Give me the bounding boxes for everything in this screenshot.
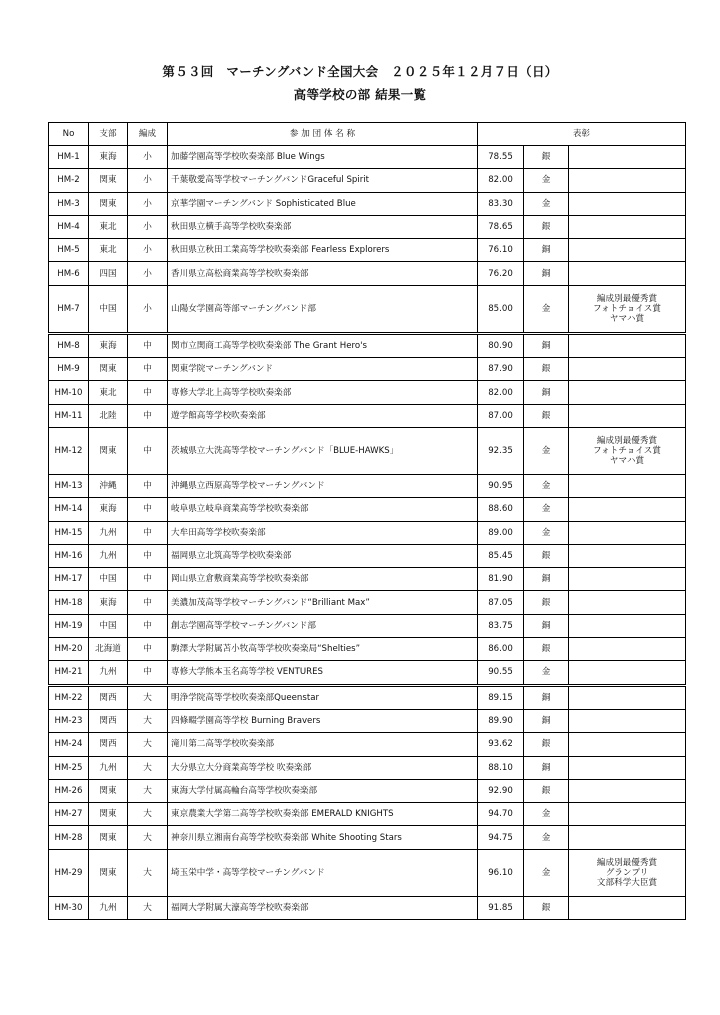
entry-number: HM-27 bbox=[49, 803, 89, 826]
table-row bbox=[49, 661, 686, 685]
award-cell bbox=[569, 146, 686, 169]
medal-cell: 金 bbox=[524, 849, 569, 896]
table-row bbox=[49, 685, 686, 709]
branch-cell: 沖縄 bbox=[89, 474, 128, 497]
score-cell: 78.65 bbox=[478, 215, 524, 238]
group-name-cell: 千葉敬愛高等学校マーチングバンドGraceful Spirit bbox=[168, 169, 478, 192]
branch-cell: 関東 bbox=[89, 358, 128, 381]
branch-cell: 東北 bbox=[89, 215, 128, 238]
entry-number: HM-21 bbox=[49, 661, 89, 685]
table-row bbox=[49, 756, 686, 779]
size-cell: 中 bbox=[128, 381, 168, 404]
award-cell bbox=[569, 521, 686, 544]
group-name-cell: 駒澤大学附属苫小牧高等学校吹奏楽局“Shelties” bbox=[168, 638, 478, 661]
size-cell: 中 bbox=[128, 474, 168, 497]
medal-cell: 金 bbox=[524, 192, 569, 215]
branch-cell: 関西 bbox=[89, 685, 128, 709]
award-cell bbox=[569, 262, 686, 285]
entry-number: HM-11 bbox=[49, 404, 89, 427]
group-name-cell: 神奈川県立湘南台高等学校吹奏楽部 White Shooting Stars bbox=[168, 826, 478, 849]
award-cell bbox=[569, 498, 686, 521]
score-cell: 81.90 bbox=[478, 568, 524, 591]
award-line: 編成別最優秀賞 bbox=[596, 293, 658, 304]
entry-number: HM-28 bbox=[49, 826, 89, 849]
score-cell: 88.10 bbox=[478, 756, 524, 779]
table-row bbox=[49, 239, 686, 262]
size-cell: 小 bbox=[128, 146, 168, 169]
table-header-row bbox=[49, 123, 686, 146]
group-name-cell: 香川県立高松商業高等学校吹奏楽部 bbox=[168, 262, 478, 285]
group-name-cell: 関東学院マーチングバンド bbox=[168, 358, 478, 381]
group-name-cell: 秋田県立横手高等学校吹奏楽部 bbox=[168, 215, 478, 238]
award-cell bbox=[569, 333, 686, 357]
branch-cell: 中国 bbox=[89, 285, 128, 333]
award-line: ヤマハ賞 bbox=[609, 313, 645, 324]
size-cell: 大 bbox=[128, 849, 168, 896]
branch-cell: 九州 bbox=[89, 896, 128, 919]
medal-cell: 銀 bbox=[524, 638, 569, 661]
size-cell: 大 bbox=[128, 803, 168, 826]
medal-cell: 金 bbox=[524, 285, 569, 333]
size-cell: 大 bbox=[128, 685, 168, 709]
award-line: フォトチョイス賞 bbox=[593, 445, 661, 456]
table-row bbox=[49, 733, 686, 756]
entry-number: HM-23 bbox=[49, 709, 89, 732]
score-cell: 85.00 bbox=[478, 285, 524, 333]
medal-cell: 銀 bbox=[524, 215, 569, 238]
award-cell bbox=[569, 169, 686, 192]
medal-cell: 銅 bbox=[524, 685, 569, 709]
column-header-award: 表彰 bbox=[478, 123, 686, 146]
table-row bbox=[49, 521, 686, 544]
branch-cell: 関東 bbox=[89, 849, 128, 896]
score-cell: 83.30 bbox=[478, 192, 524, 215]
size-cell: 大 bbox=[128, 896, 168, 919]
branch-cell: 関東 bbox=[89, 826, 128, 849]
group-name-cell: 大牟田高等学校吹奏楽部 bbox=[168, 521, 478, 544]
results-table bbox=[48, 122, 686, 920]
size-cell: 中 bbox=[128, 568, 168, 591]
table-row bbox=[49, 779, 686, 802]
branch-cell: 東北 bbox=[89, 381, 128, 404]
medal-cell: 銅 bbox=[524, 333, 569, 357]
table-row bbox=[49, 404, 686, 427]
branch-cell: 東海 bbox=[89, 498, 128, 521]
score-cell: 96.10 bbox=[478, 849, 524, 896]
award-cell bbox=[569, 685, 686, 709]
entry-number: HM-6 bbox=[49, 262, 89, 285]
entry-number: HM-3 bbox=[49, 192, 89, 215]
score-cell: 92.35 bbox=[478, 427, 524, 474]
size-cell: 中 bbox=[128, 661, 168, 685]
group-name-cell: 埼玉栄中学・高等学校マーチングバンド bbox=[168, 849, 478, 896]
size-cell: 中 bbox=[128, 333, 168, 357]
size-cell: 大 bbox=[128, 733, 168, 756]
size-cell: 中 bbox=[128, 427, 168, 474]
size-cell: 中 bbox=[128, 591, 168, 614]
entry-number: HM-18 bbox=[49, 591, 89, 614]
table-row bbox=[49, 215, 686, 238]
size-cell: 大 bbox=[128, 826, 168, 849]
score-cell: 90.95 bbox=[478, 474, 524, 497]
branch-cell: 東海 bbox=[89, 146, 128, 169]
branch-cell: 中国 bbox=[89, 614, 128, 637]
medal-cell: 銅 bbox=[524, 568, 569, 591]
medal-cell: 金 bbox=[524, 474, 569, 497]
branch-cell: 関東 bbox=[89, 779, 128, 802]
award-line: 編成別最優秀賞 bbox=[596, 857, 658, 868]
medal-cell: 銀 bbox=[524, 779, 569, 802]
entry-number: HM-15 bbox=[49, 521, 89, 544]
column-header-size: 編成 bbox=[128, 123, 168, 146]
score-cell: 94.75 bbox=[478, 826, 524, 849]
table-row bbox=[49, 709, 686, 732]
award-cell bbox=[569, 192, 686, 215]
award-line: ヤマハ賞 bbox=[609, 455, 645, 466]
table-row bbox=[49, 803, 686, 826]
group-name-cell: 茨城県立大洗高等学校マーチングバンド「BLUE-HAWKS」 bbox=[168, 427, 478, 474]
group-name-cell: 山陽女学園高等部マーチングバンド部 bbox=[168, 285, 478, 333]
score-cell: 76.20 bbox=[478, 262, 524, 285]
table-row bbox=[49, 544, 686, 567]
award-cell bbox=[569, 896, 686, 919]
branch-cell: 関東 bbox=[89, 803, 128, 826]
score-cell: 78.55 bbox=[478, 146, 524, 169]
award-cell bbox=[569, 756, 686, 779]
size-cell: 小 bbox=[128, 169, 168, 192]
award-cell bbox=[569, 826, 686, 849]
branch-cell: 九州 bbox=[89, 661, 128, 685]
score-cell: 92.90 bbox=[478, 779, 524, 802]
score-cell: 93.62 bbox=[478, 733, 524, 756]
score-cell: 89.00 bbox=[478, 521, 524, 544]
entry-number: HM-19 bbox=[49, 614, 89, 637]
entry-number: HM-13 bbox=[49, 474, 89, 497]
group-name-cell: 岐阜県立岐阜商業高等学校吹奏楽部 bbox=[168, 498, 478, 521]
award-cell bbox=[569, 544, 686, 567]
group-name-cell: 美濃加茂高等学校マーチングバンド“Brilliant Max” bbox=[168, 591, 478, 614]
award-cell bbox=[569, 427, 686, 474]
award-cell bbox=[569, 803, 686, 826]
size-cell: 小 bbox=[128, 239, 168, 262]
group-name-cell: 東京農業大学第二高等学校吹奏楽部 EMERALD KNIGHTS bbox=[168, 803, 478, 826]
medal-cell: 銀 bbox=[524, 733, 569, 756]
score-cell: 88.60 bbox=[478, 498, 524, 521]
medal-cell: 銅 bbox=[524, 709, 569, 732]
size-cell: 中 bbox=[128, 614, 168, 637]
award-cell bbox=[569, 474, 686, 497]
medal-cell: 金 bbox=[524, 661, 569, 685]
score-cell: 82.00 bbox=[478, 381, 524, 404]
medal-cell: 銀 bbox=[524, 896, 569, 919]
award-line: 文部科学大臣賞 bbox=[596, 877, 658, 888]
score-cell: 85.45 bbox=[478, 544, 524, 567]
table-row bbox=[49, 333, 686, 357]
table-row bbox=[49, 146, 686, 169]
branch-cell: 北陸 bbox=[89, 404, 128, 427]
branch-cell: 東海 bbox=[89, 591, 128, 614]
table-row bbox=[49, 896, 686, 919]
entry-number: HM-7 bbox=[49, 285, 89, 333]
award-cell bbox=[569, 358, 686, 381]
medal-cell: 銀 bbox=[524, 591, 569, 614]
score-cell: 89.15 bbox=[478, 685, 524, 709]
size-cell: 大 bbox=[128, 779, 168, 802]
entry-number: HM-17 bbox=[49, 568, 89, 591]
entry-number: HM-8 bbox=[49, 333, 89, 357]
table-row bbox=[49, 192, 686, 215]
award-cell bbox=[569, 239, 686, 262]
results-body bbox=[49, 146, 686, 920]
medal-cell: 銅 bbox=[524, 239, 569, 262]
column-header-branch: 支部 bbox=[89, 123, 128, 146]
award-cell bbox=[569, 661, 686, 685]
branch-cell: 九州 bbox=[89, 756, 128, 779]
medal-cell: 金 bbox=[524, 803, 569, 826]
size-cell: 中 bbox=[128, 638, 168, 661]
group-name-cell: 専修大学熊本玉名高等学校 VENTURES bbox=[168, 661, 478, 685]
medal-cell: 銅 bbox=[524, 756, 569, 779]
page-title: 第５３回 マーチングバンド全国大会 ２０２５年１２月７日（日） bbox=[162, 64, 558, 79]
table-row bbox=[49, 381, 686, 404]
score-cell: 89.90 bbox=[478, 709, 524, 732]
medal-cell: 銀 bbox=[524, 404, 569, 427]
medal-cell: 金 bbox=[524, 826, 569, 849]
medal-cell: 銀 bbox=[524, 146, 569, 169]
branch-cell: 関東 bbox=[89, 192, 128, 215]
score-cell: 91.85 bbox=[478, 896, 524, 919]
award-cell bbox=[569, 381, 686, 404]
group-name-cell: 秋田県立秋田工業高等学校吹奏楽部 Fearless Explorers bbox=[168, 239, 478, 262]
score-cell: 87.00 bbox=[478, 404, 524, 427]
branch-cell: 九州 bbox=[89, 544, 128, 567]
size-cell: 大 bbox=[128, 756, 168, 779]
branch-cell: 中国 bbox=[89, 568, 128, 591]
branch-cell: 関西 bbox=[89, 709, 128, 732]
medal-cell: 銅 bbox=[524, 614, 569, 637]
score-cell: 86.00 bbox=[478, 638, 524, 661]
table-row bbox=[49, 262, 686, 285]
column-header-name: 参 加 団 体 名 称 bbox=[168, 123, 478, 146]
size-cell: 中 bbox=[128, 498, 168, 521]
group-name-cell: 専修大学北上高等学校吹奏楽部 bbox=[168, 381, 478, 404]
entry-number: HM-1 bbox=[49, 146, 89, 169]
score-cell: 87.90 bbox=[478, 358, 524, 381]
award-line: 編成別最優秀賞 bbox=[596, 435, 658, 446]
award-cell bbox=[569, 215, 686, 238]
table-row bbox=[49, 568, 686, 591]
award-cell bbox=[569, 285, 686, 333]
group-name-cell: 関市立関商工高等学校吹奏楽部 The Grant Hero's bbox=[168, 333, 478, 357]
table-row bbox=[49, 638, 686, 661]
medal-cell: 銅 bbox=[524, 262, 569, 285]
entry-number: HM-29 bbox=[49, 849, 89, 896]
score-cell: 80.90 bbox=[478, 333, 524, 357]
group-name-cell: 滝川第二高等学校吹奏楽部 bbox=[168, 733, 478, 756]
size-cell: 小 bbox=[128, 262, 168, 285]
entry-number: HM-9 bbox=[49, 358, 89, 381]
table-row bbox=[49, 169, 686, 192]
entry-number: HM-4 bbox=[49, 215, 89, 238]
medal-cell: 金 bbox=[524, 498, 569, 521]
branch-cell: 九州 bbox=[89, 521, 128, 544]
branch-cell: 北海道 bbox=[89, 638, 128, 661]
branch-cell: 関東 bbox=[89, 169, 128, 192]
award-cell bbox=[569, 404, 686, 427]
score-cell: 83.75 bbox=[478, 614, 524, 637]
award-line: フォトチョイス賞 bbox=[593, 303, 661, 314]
branch-cell: 東海 bbox=[89, 333, 128, 357]
group-name-cell: 沖縄県立西原高等学校マーチングバンド bbox=[168, 474, 478, 497]
award-cell bbox=[569, 568, 686, 591]
medal-cell: 銀 bbox=[524, 544, 569, 567]
size-cell: 小 bbox=[128, 192, 168, 215]
table-row bbox=[49, 474, 686, 497]
branch-cell: 関東 bbox=[89, 427, 128, 474]
entry-number: HM-30 bbox=[49, 896, 89, 919]
group-name-cell: 京華学園マーチングバンド Sophisticated Blue bbox=[168, 192, 478, 215]
size-cell: 中 bbox=[128, 404, 168, 427]
size-cell: 中 bbox=[128, 358, 168, 381]
award-cell bbox=[569, 733, 686, 756]
group-name-cell: 東海大学付属高輪台高等学校吹奏楽部 bbox=[168, 779, 478, 802]
group-name-cell: 加藤学園高等学校吹奏楽部 Blue Wings bbox=[168, 146, 478, 169]
table-row bbox=[49, 285, 686, 333]
size-cell: 大 bbox=[128, 709, 168, 732]
entry-number: HM-26 bbox=[49, 779, 89, 802]
page-subtitle: 高等学校の部 結果一覧 bbox=[293, 87, 427, 102]
award-line: グランプリ bbox=[605, 867, 649, 878]
award-cell bbox=[569, 614, 686, 637]
entry-number: HM-25 bbox=[49, 756, 89, 779]
entry-number: HM-12 bbox=[49, 427, 89, 474]
table-row bbox=[49, 849, 686, 896]
group-name-cell: 福岡県立北筑高等学校吹奏楽部 bbox=[168, 544, 478, 567]
entry-number: HM-14 bbox=[49, 498, 89, 521]
medal-cell: 銀 bbox=[524, 358, 569, 381]
entry-number: HM-2 bbox=[49, 169, 89, 192]
branch-cell: 関西 bbox=[89, 733, 128, 756]
award-cell bbox=[569, 638, 686, 661]
size-cell: 小 bbox=[128, 215, 168, 238]
award-cell bbox=[569, 591, 686, 614]
table-row bbox=[49, 498, 686, 521]
entry-number: HM-22 bbox=[49, 685, 89, 709]
size-cell: 中 bbox=[128, 521, 168, 544]
award-cell bbox=[569, 709, 686, 732]
table-row bbox=[49, 358, 686, 381]
medal-cell: 金 bbox=[524, 427, 569, 474]
table-row bbox=[49, 427, 686, 474]
table-row bbox=[49, 826, 686, 849]
entry-number: HM-16 bbox=[49, 544, 89, 567]
score-cell: 94.70 bbox=[478, 803, 524, 826]
table-row bbox=[49, 591, 686, 614]
size-cell: 小 bbox=[128, 285, 168, 333]
medal-cell: 銅 bbox=[524, 381, 569, 404]
group-name-cell: 福岡大学附属大濠高等学校吹奏楽部 bbox=[168, 896, 478, 919]
group-name-cell: 遊学館高等学校吹奏楽部 bbox=[168, 404, 478, 427]
size-cell: 中 bbox=[128, 544, 168, 567]
score-cell: 87.05 bbox=[478, 591, 524, 614]
group-name-cell: 四條畷学園高等学校 Burning Bravers bbox=[168, 709, 478, 732]
score-cell: 90.55 bbox=[478, 661, 524, 685]
group-name-cell: 岡山県立倉敷商業高等学校吹奏楽部 bbox=[168, 568, 478, 591]
award-cell bbox=[569, 849, 686, 896]
table-row bbox=[49, 614, 686, 637]
medal-cell: 金 bbox=[524, 521, 569, 544]
entry-number: HM-24 bbox=[49, 733, 89, 756]
score-cell: 82.00 bbox=[478, 169, 524, 192]
entry-number: HM-10 bbox=[49, 381, 89, 404]
branch-cell: 東北 bbox=[89, 239, 128, 262]
entry-number: HM-5 bbox=[49, 239, 89, 262]
group-name-cell: 創志学園高等学校マーチングバンド部 bbox=[168, 614, 478, 637]
award-cell bbox=[569, 779, 686, 802]
medal-cell: 金 bbox=[524, 169, 569, 192]
score-cell: 76.10 bbox=[478, 239, 524, 262]
column-header-no: No bbox=[49, 123, 89, 146]
group-name-cell: 明浄学院高等学校吹奏楽部Queenstar bbox=[168, 685, 478, 709]
branch-cell: 四国 bbox=[89, 262, 128, 285]
entry-number: HM-20 bbox=[49, 638, 89, 661]
group-name-cell: 大分県立大分商業高等学校 吹奏楽部 bbox=[168, 756, 478, 779]
